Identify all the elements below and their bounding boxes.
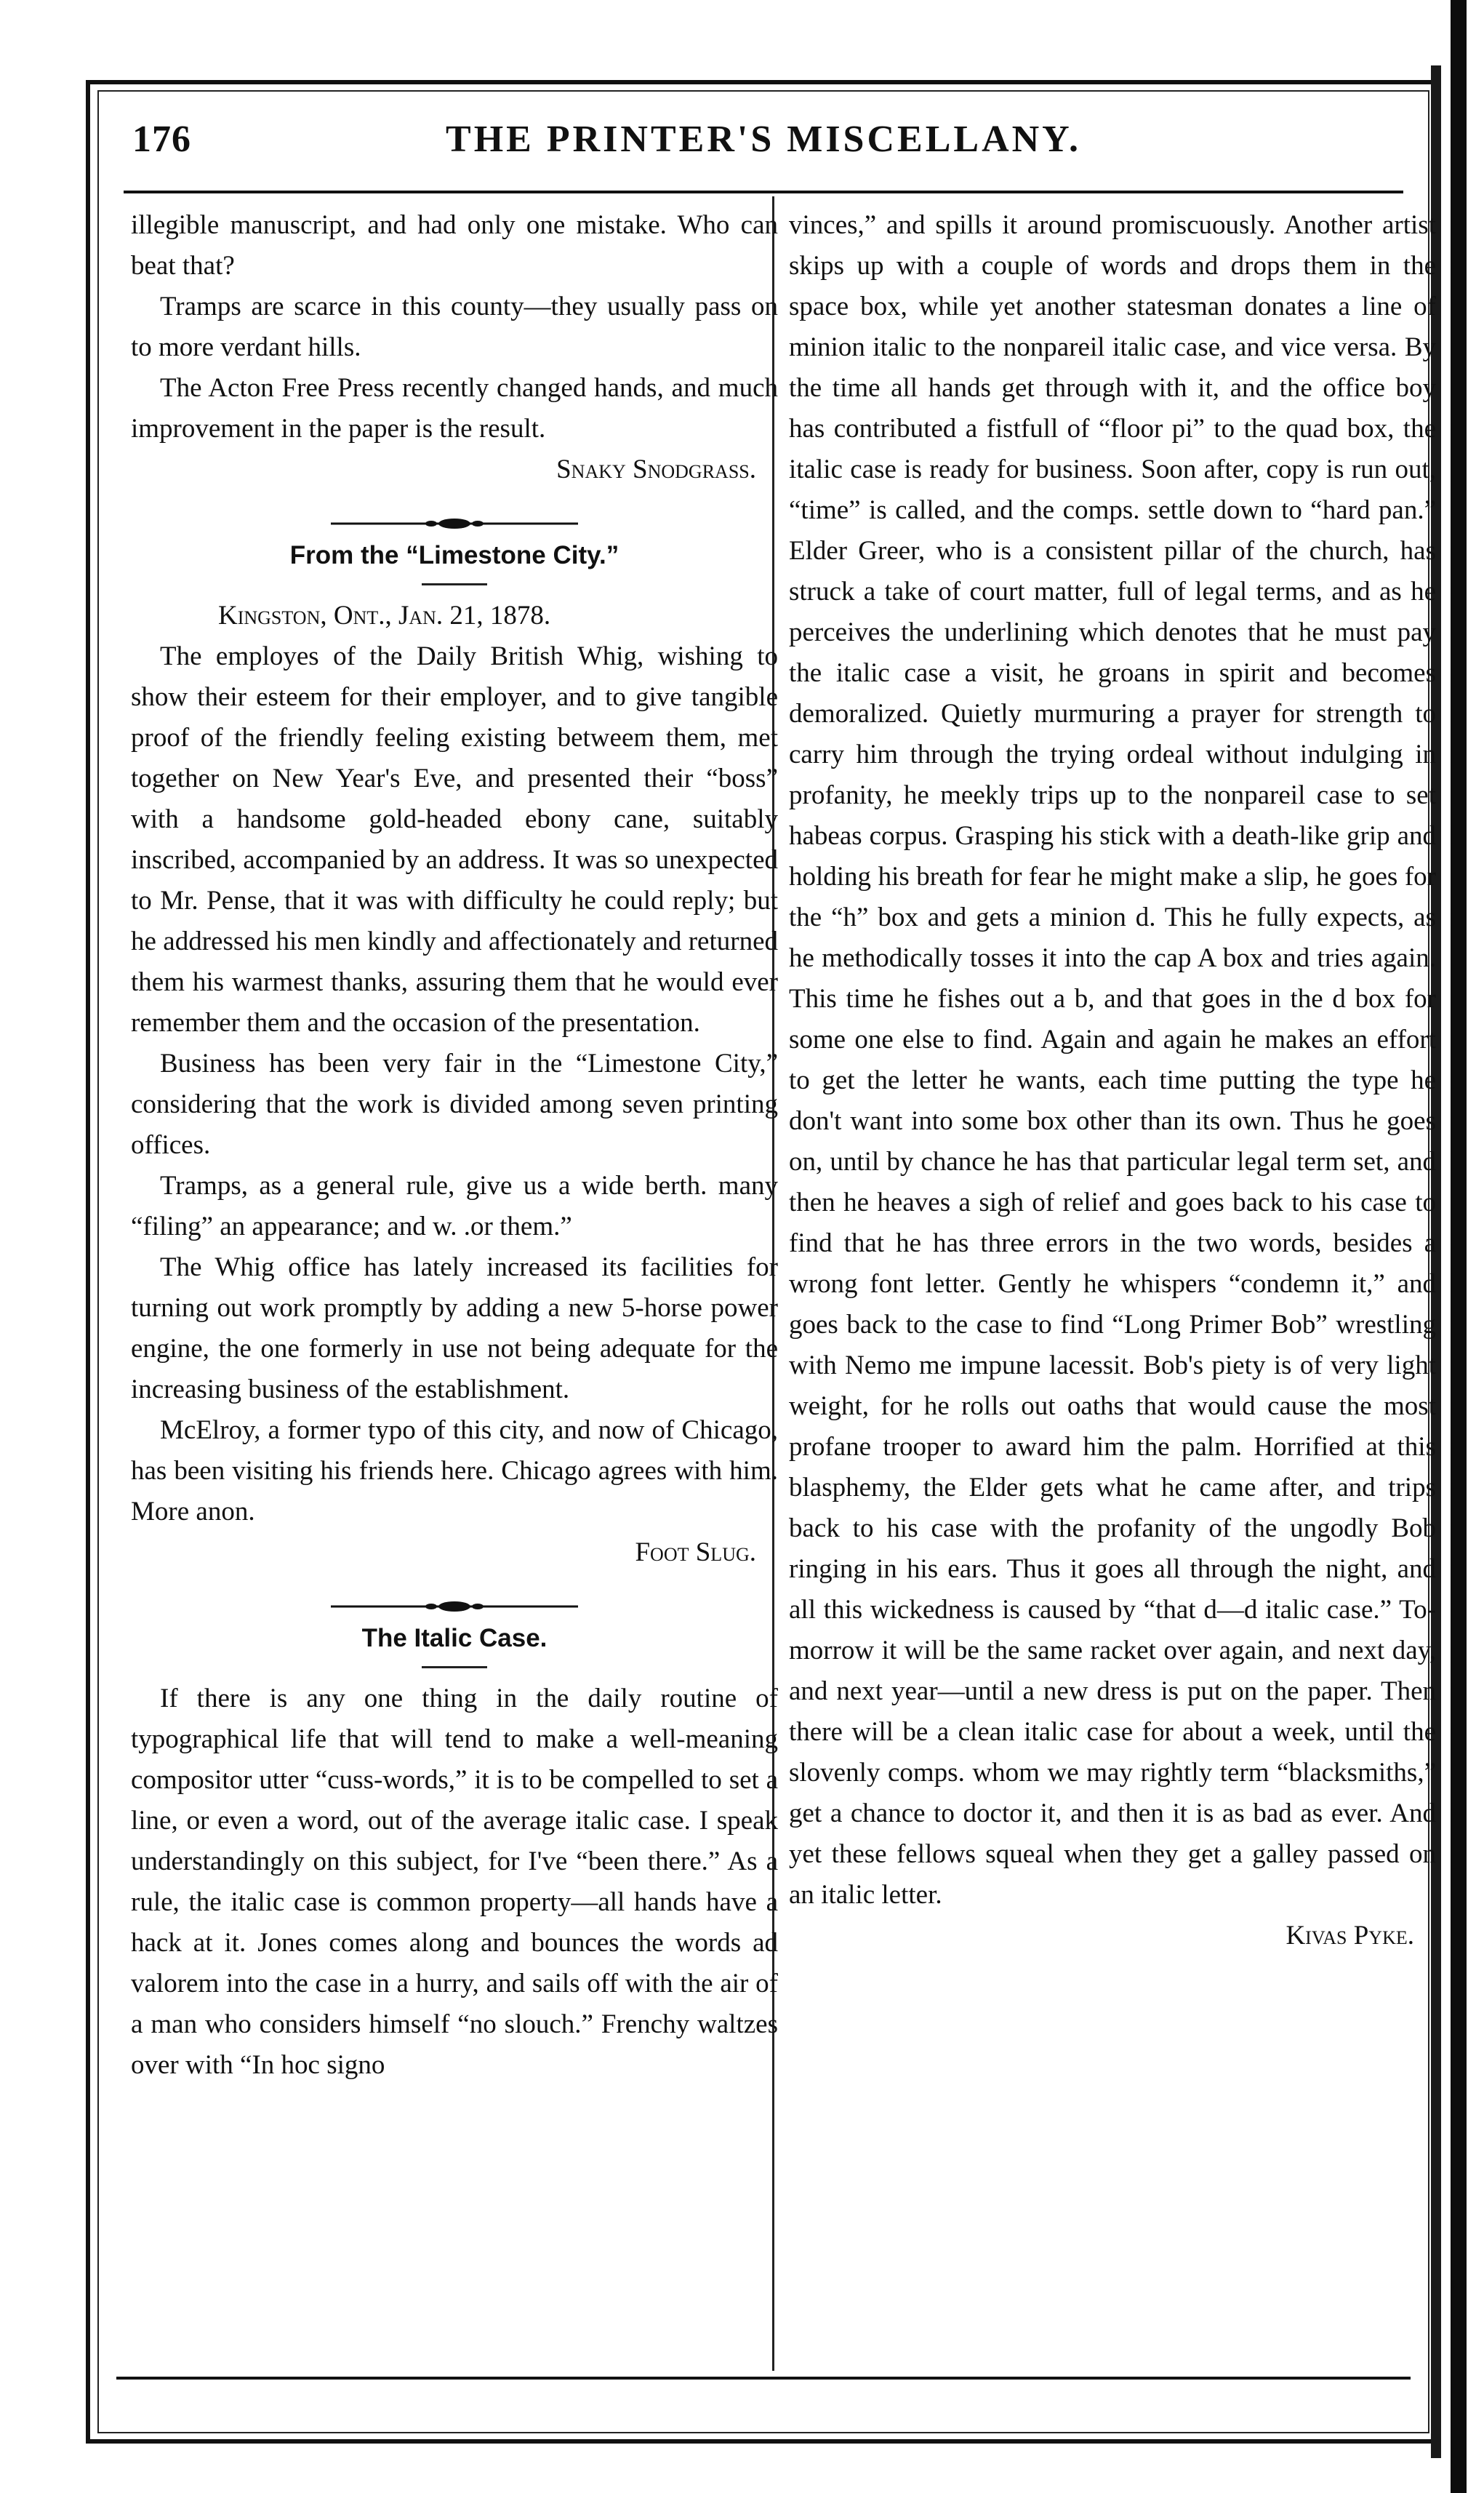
page-number: 176 [132, 119, 191, 160]
page-header [124, 115, 1403, 173]
left-column [131, 205, 778, 2086]
header-rule [124, 191, 1403, 193]
paragraph: Business has been very fair in the “Limestone City,” considering that the work is divided among seven printing offices. [131, 1049, 778, 1160]
paragraph: illegible manuscript, and had only one mistake. Who can beat that? [131, 210, 778, 281]
short-rule [422, 583, 487, 585]
signature: Kivas Pyke. [1286, 1921, 1414, 1950]
scan-edge-bar [1451, 0, 1467, 2493]
article-heading: From the “Limestone City.” [289, 541, 619, 569]
ornamental-rule [131, 1589, 778, 1611]
ornamental-rule [131, 506, 778, 528]
running-title: THE PRINTER'S MISCELLANY. [446, 119, 1081, 160]
paragraph: The Acton Free Press recently changed hands, and much improvement in the paper is the result. [131, 373, 778, 444]
dateline: Kingston, Ont., Jan. 21, 1878. [218, 601, 551, 631]
paragraph: The Whig office has lately increased its facilities for turning out work promptly by adding a new 5-horse power engine, the one formerly in use not being adequate for the increasing business of the establishment. [131, 1252, 778, 1404]
paragraph: McElroy, a former typo of this city, and now of Chicago, has been visiting his friends here. Chicago agrees with him. More anon. [131, 1415, 778, 1526]
right-column [789, 205, 1436, 1956]
signature: Foot Slug. [635, 1537, 756, 1567]
ornament-icon [324, 513, 585, 535]
paragraph: Tramps are scarce in this county—they usually pass on to more verdant hills. [131, 292, 778, 362]
signature: Snaky Snodgrass. [556, 455, 756, 484]
ornament-icon [324, 1596, 585, 1617]
paragraph: Tramps, as a general rule, give us a wide berth. many “filing” an appearance; and w. .or them.” [131, 1171, 778, 1241]
paragraph: The employes of the Daily British Whig, wishing to show their esteem for their employer, and to give tangible proof of the friendly feeling existing betweem them, met together on New Year's Eve, and presented their “boss” with a handsome gold-headed ebony cane, suitably inscribed, accompanied by an address. It was so unexpected to Mr. Pense, that it was with difficulty he could reply; but he addressed his men kindly and affectionately and returned them his warmest thanks, assuring them that he would ever remember them and the occasion of the presentation. [131, 641, 778, 1038]
paragraph: vinces,” and spills it around promiscuously. Another artist skips up with a couple of words and drops them in the space box, while yet another statesman donates a line of minion italic to the nonpareil italic case, and vice versa. By the time all hands get through with it, and the office boy has contributed a fistfull of “floor pi” to the quad box, the italic case is ready for business. Soon after, copy is run out, “time” is called, and the comps. settle down to “hard pan.” Elder Greer, who is a consistent pillar of the church, has struck a take of court matter, full of legal terms, and as he perceives the underlining which denotes that he must pay the italic case a visit, he groans in spirit and becomes demoralized. Quietly murmuring a prayer for strength to carry him through the trying ordeal without indulging in profanity, he meekly trips up to the nonpareil case to set habeas corpus. Grasping his stick with a death-like grip and holding his breath for fear he might make a slip, he goes for the “h” box and gets a minion d. This he fully expects, as he methodically tosses it into the cap A box and tries again. This time he fishes out a b, and that goes in the d box for some one else to find. Again and again he makes an effort to get the letter he wants, each time putting the type he don't want into some box other than its own. Thus he goes on, until by chance he has that particular legal term set, and then he heaves a sigh of relief and goes back to his case to find that he has three errors in the two words, besides a wrong font letter. Gently he whispers “condemn it,” and goes back to the case to find “Long Primer Bob” wrestling with Nemo me impune lacessit. Bob's piety is of very light weight, for he rolls out oaths that would cause the most profane trooper to award him the palm. Horrified at this blasphemy, the Elder gets what he came after, and trips back to his case with the profanity of the ungodly Bob ringing in his ears. Thus it goes all through the night, and all this wickedness is caused by “that d—d italic case.” To-morrow it will be the same racket over again, and next day, and next year—until a new dress is put on the paper. Then there will be a clean italic case for about a week, until the slovenly comps. whom we may rightly term “blacksmiths,” get a chance to doctor it, and then it is as bad as ever. And yet these fellows squeal when they get a galley passed on an italic letter. [789, 210, 1436, 1910]
paragraph: If there is any one thing in the daily routine of typographical life that will tend to make a well-meaning compositor utter “cuss-words,” it is to be compelled to set a line, or even a word, out of the average italic case. I speak understandingly on this subject, for I've “been there.” As a rule, the italic case is common property—all hands have a hack at it. Jones comes along and bounces the words ad valorem into the case in a hurry, and sails off with the air of a man who considers himself “no slouch.” Frenchy waltzes over with “In hoc signo [131, 1684, 778, 2080]
short-rule [422, 1666, 487, 1668]
article-heading: The Italic Case. [361, 1624, 548, 1652]
footer-rule [116, 2377, 1411, 2380]
